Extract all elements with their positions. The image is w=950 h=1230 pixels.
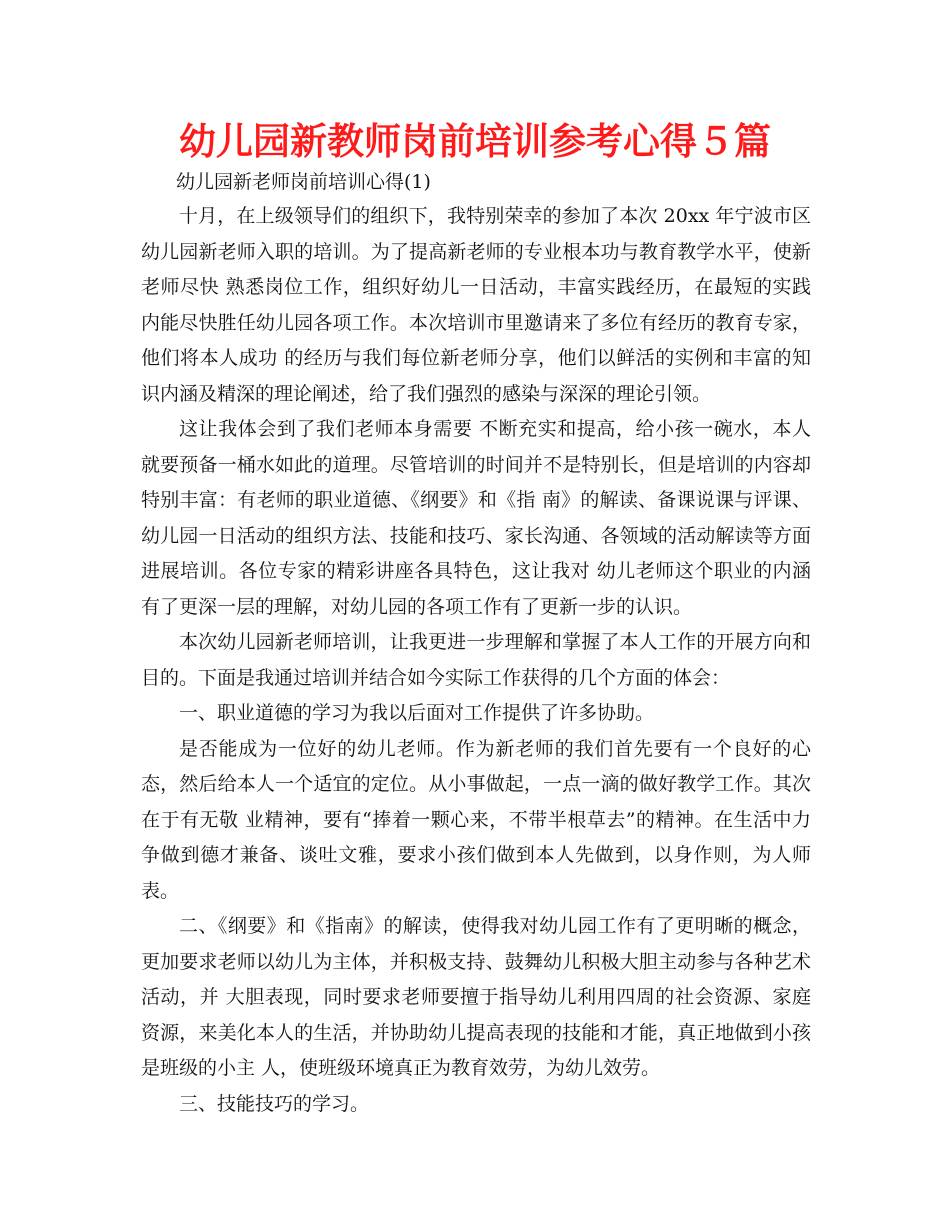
paragraph-6: 二、《纲要》和《指南》的解读，使得我对幼儿园工作有了更明晰的概念，更加要求老师以幼儿为主体，并积极支持、鼓舞幼儿积极大胆主动参与各种艺术活动，并 大胆表现，同时要求老师要擅于指导幼儿利用四周的社会资源、家庭资源，来美化本人的生活，并协助幼儿提高表现的技能和才能，真正地做到小孩是班级的小主 人，使班级环境真正为教育效劳，为幼儿效劳。 bbox=[141, 915, 811, 1079]
paragraph-5: 是否能成为一位好的幼儿老师。作为新老师的我们首先要有一个良好的心态，然后给本人一个适宜的定位。从小事做起，一点一滴的做好教学工作。其次在于有无敬 业精神，要有“捧着一颗心来，不带半根草去”的精神。在生活中力争做到德才兼备、谈吐文雅，要求小孩们做到本人先做到，以身作则，为人师表。 bbox=[141, 737, 811, 902]
document-subtitle: 幼儿园新老师岗前培训心得(1) bbox=[176, 171, 431, 193]
paragraph-3: 本次幼儿园新老师培训，让我更进一步理解和掌握了本人工作的开展方向和目的。下面是我通过培训并结合如今实际工作获得的几个方面的体会： bbox=[141, 631, 811, 689]
paragraph-7: 三、技能技巧的学习。 bbox=[179, 1092, 370, 1115]
paragraph-2: 这让我体会到了我们老师本身需要 不断充实和提高，给小孩一碗水，本人就要预备一桶水如此的道理。尽管培训的时间并不是特别长，但是培训的内容却特别丰富：有老师的职业道德、《纲要》和《指 南》的解读、备课说课与评课、幼儿园一日活动的组织方法、技能和技巧、家长沟通、各领域的活动解读等方面进展培训。各位专家的精彩讲座各具特色，这让我对 幼儿老师这个职业的内涵有了更深一层的理解，对幼儿园的各项工作有了更新一步的认识。 bbox=[141, 418, 811, 618]
paragraph-1: 十月，在上级领导们的组织下，我特别荣幸的参加了本次 20xx 年宁波市区幼儿园新老师入职的培训。为了提高新老师的专业根本功与教育教学水平，使新老师尽快 熟悉岗位工作，组织好幼儿一日活动，丰富实践经历，在最短的实践内能尽快胜任幼儿园各项工作。本次培训市里邀请来了多位有经历的教育专家，他们将本人成功 的经历与我们每位新老师分享，他们以鲜活的实例和丰富的知识内涵及精深的理论阐述，给了我们强烈的感染与深深的理论引领。 bbox=[141, 205, 811, 405]
document-body bbox=[141, 199, 811, 1122]
document-title: 幼儿园新教师岗前培训参考心得５篇 bbox=[179, 120, 771, 163]
paragraph-4: 一、职业道德的学习为我以后面对工作提供了许多协助。 bbox=[179, 702, 655, 724]
